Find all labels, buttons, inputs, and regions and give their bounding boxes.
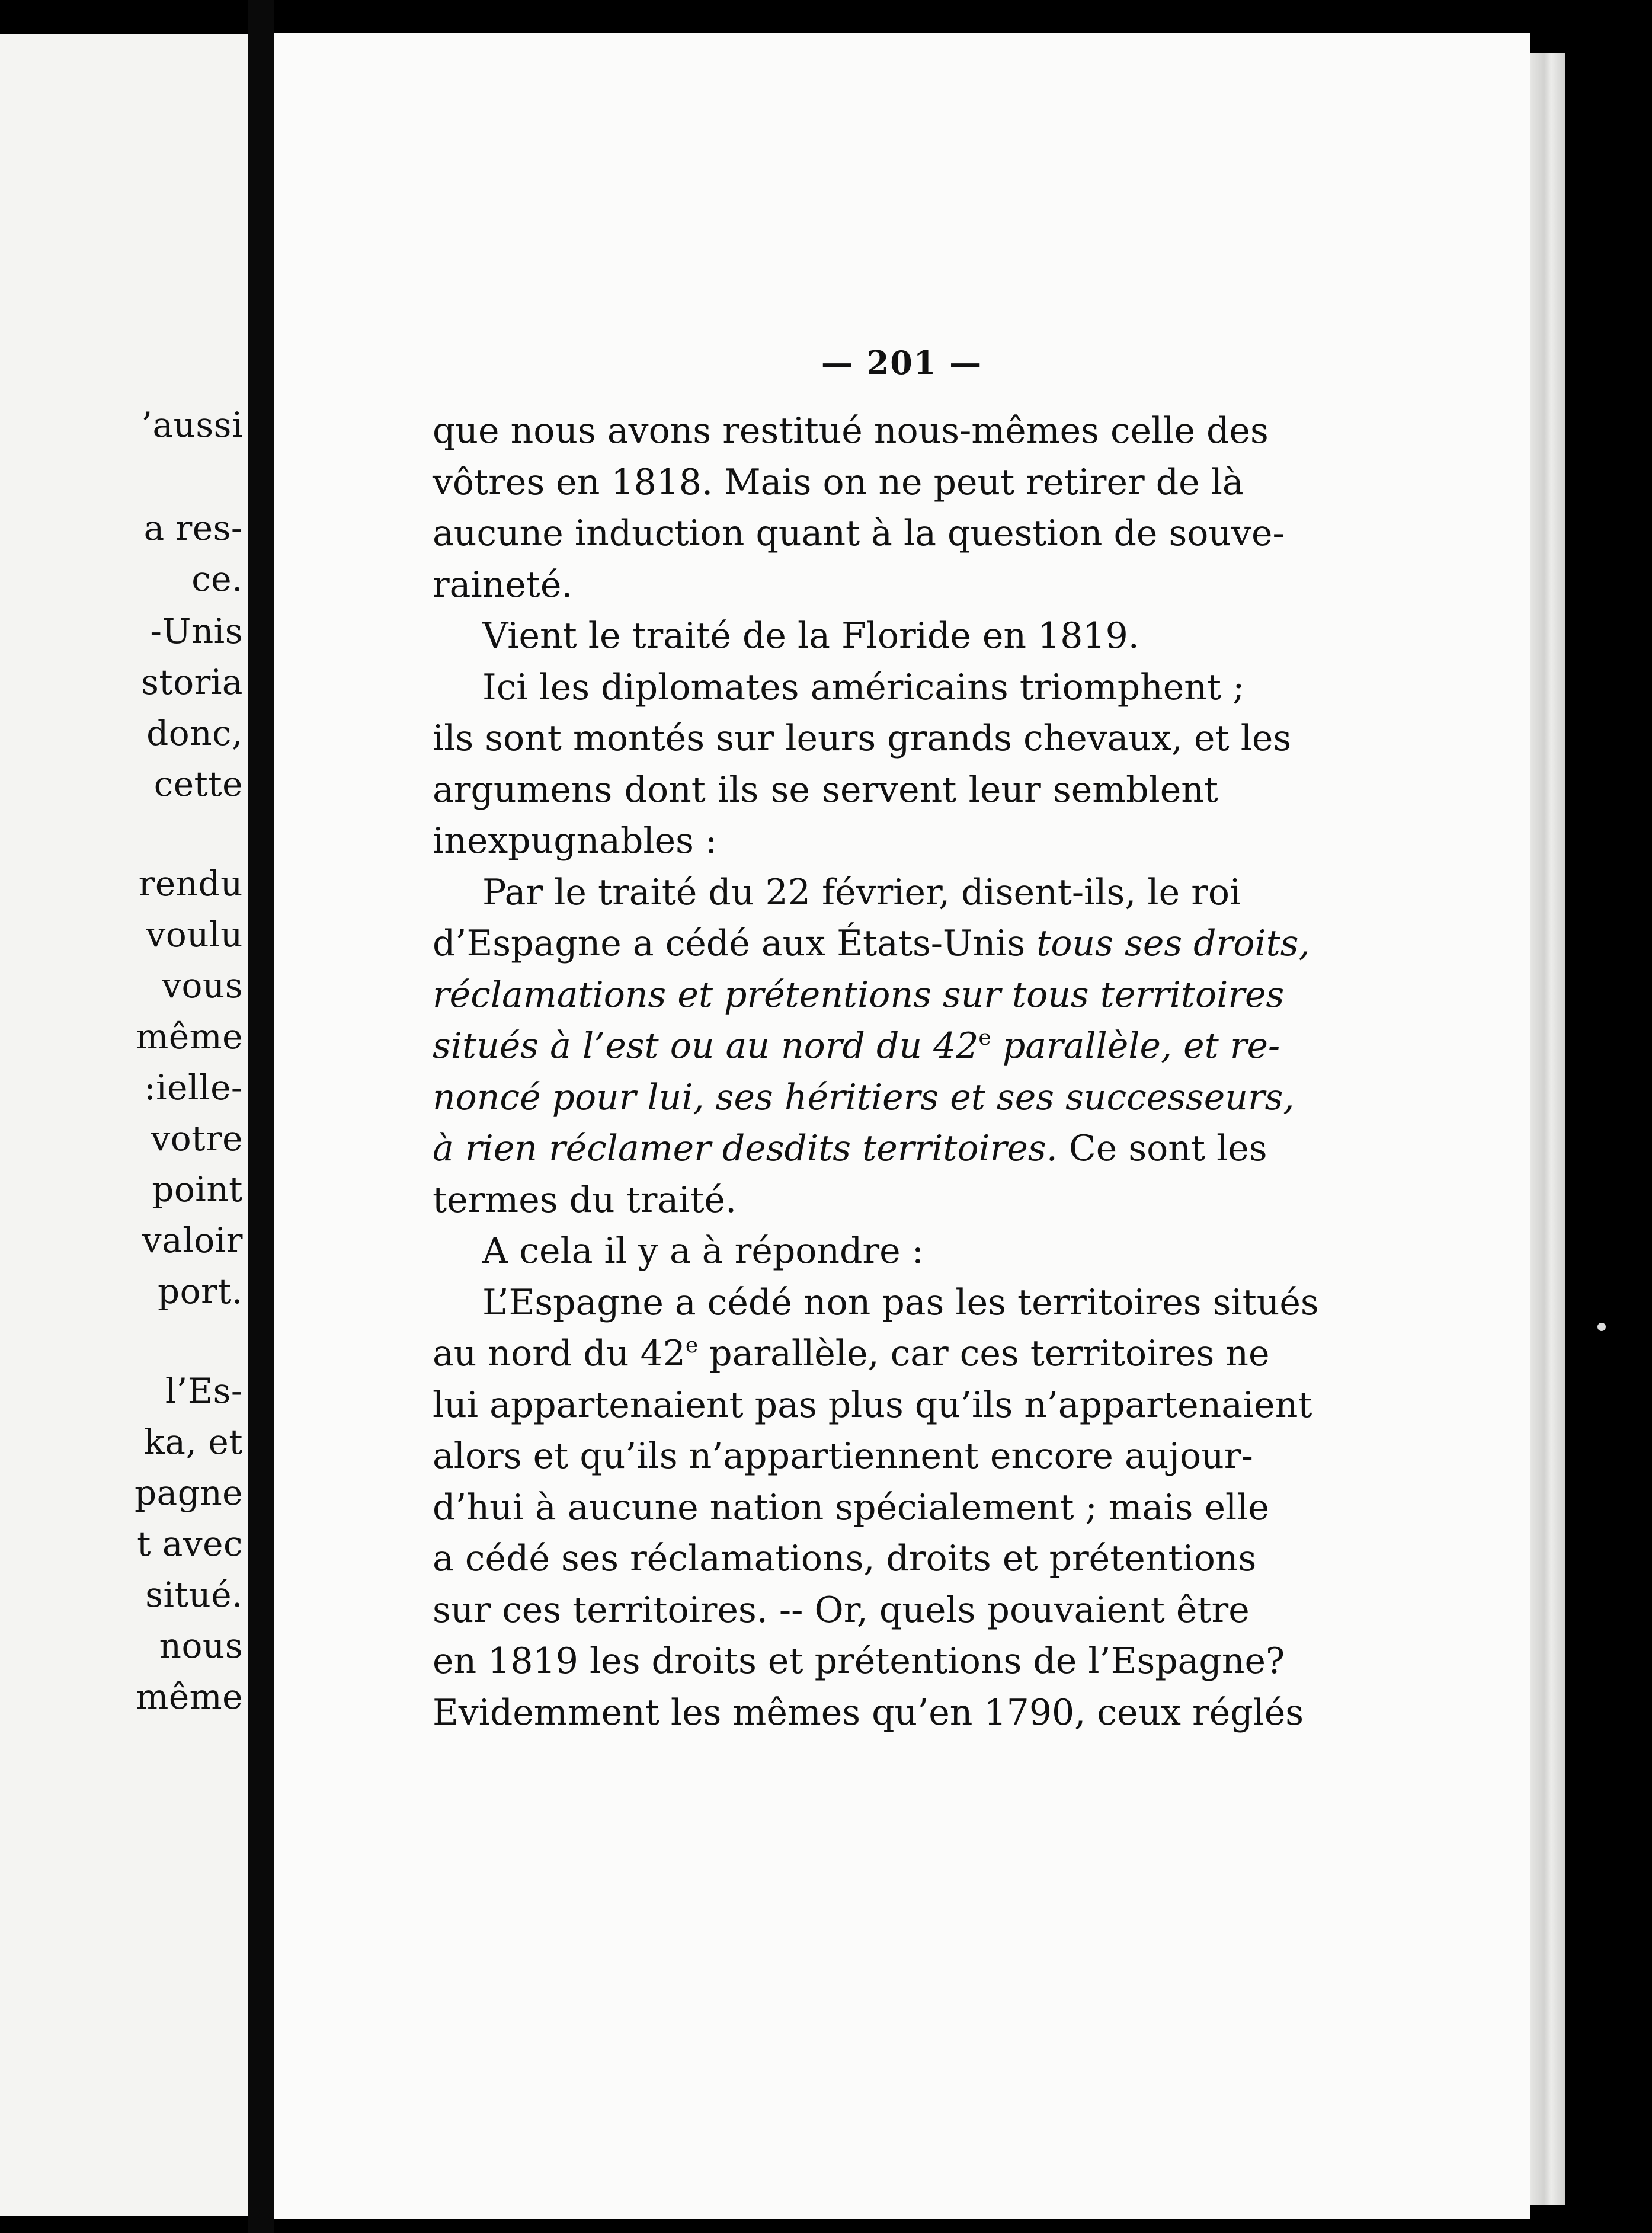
- text-line: inexpugnables :: [433, 820, 718, 862]
- text-line: vôtres en 1818. Mais on ne peut retirer de là: [433, 461, 1244, 503]
- left-page-fragment: [0, 34, 249, 2216]
- italic-segment: , et re-: [1161, 1025, 1280, 1067]
- text-line: sur ces territoires. -- Or, quels pouvaient être: [433, 1589, 1250, 1631]
- text-line: aucune induction quant à la question de souve-: [433, 513, 1285, 554]
- text-line: [433, 1123, 1267, 1175]
- italic-segment: parallèle: [1002, 1025, 1161, 1067]
- left-page-line: vous: [162, 965, 243, 1006]
- italic-segment: tous ses droits,: [1036, 923, 1310, 964]
- text-line: Par le traité du 22 février, disent-ils, le roi: [482, 871, 1241, 913]
- text-line: Ici les diplomates américains triomphent ;: [482, 666, 1245, 708]
- left-page-line: l’Es-: [165, 1371, 243, 1411]
- text-line: [433, 1328, 1270, 1380]
- left-page-line: a res-: [143, 508, 243, 548]
- text-segment: au nord du 42: [433, 1333, 686, 1374]
- text-line: lui appartenaient pas plus qu’ils n’appartenaient: [433, 1384, 1312, 1426]
- left-page-line: port.: [157, 1271, 243, 1311]
- text-line: raineté.: [433, 564, 573, 606]
- text-line: a cédé ses réclamations, droits et prétentions: [433, 1538, 1257, 1579]
- text-line: L’Espagne a cédé non pas les territoires situés: [482, 1281, 1319, 1323]
- left-page-line: situé.: [145, 1575, 243, 1615]
- text-segment: parallèle, car ces territoires ne: [709, 1333, 1270, 1374]
- text-line: alors et qu’ils n’appartiennent encore aujour-: [433, 1435, 1253, 1477]
- text-segment: d’Espagne a cédé aux États-Unis: [433, 923, 1026, 964]
- main-page: [274, 33, 1530, 2219]
- left-page-line: rendu: [138, 863, 243, 904]
- text-line: en 1819 les droits et prétentions de l’Espagne?: [433, 1640, 1285, 1682]
- text-line: que nous avons restitué nous-mêmes celle des: [433, 410, 1269, 452]
- text-line: réclamations et prétentions sur tous territoires: [433, 974, 1285, 1016]
- page-number: — 201 —: [821, 344, 983, 382]
- left-page-line: storia: [141, 662, 243, 702]
- page-body-text: [433, 405, 1319, 1738]
- left-page-line: -Unis: [150, 611, 243, 651]
- left-page-line: donc,: [146, 713, 243, 753]
- left-page-line: votre: [151, 1118, 243, 1159]
- left-page-line: :ielle-: [144, 1067, 243, 1108]
- left-page-line: même: [136, 1677, 243, 1717]
- book-gutter: [248, 0, 274, 2233]
- text-line: Evidemment les mêmes qu’en 1790, ceux réglés: [433, 1691, 1304, 1733]
- left-page-line: ’aussi: [141, 405, 243, 445]
- superscript: e: [978, 1026, 991, 1050]
- text-line: noncé pour lui, ses héritiers et ses successeurs,: [433, 1076, 1295, 1118]
- left-page-line: pagne: [134, 1473, 243, 1513]
- left-page-line: même: [136, 1016, 243, 1057]
- italic-segment: à rien réclamer desdits territoires.: [433, 1128, 1058, 1169]
- left-page-line: valoir: [142, 1220, 243, 1261]
- text-line: Vient le traité de la Floride en 1819.: [482, 615, 1139, 657]
- left-page-line: nous: [159, 1626, 243, 1666]
- text-line: A cela il y a à répondre :: [482, 1230, 924, 1272]
- italic-segment: situés à l’est ou au nord du 42: [433, 1025, 979, 1067]
- left-page-line: cette: [153, 764, 243, 804]
- text-segment: Ce sont les: [1068, 1128, 1267, 1169]
- superscript: e: [685, 1333, 699, 1358]
- left-page-line: point: [152, 1169, 243, 1210]
- text-line: termes du traité.: [433, 1179, 737, 1221]
- left-page-line: t avec: [137, 1524, 243, 1564]
- left-page-line: voulu: [146, 914, 243, 955]
- text-line: argumens dont ils se servent leur semblent: [433, 769, 1218, 811]
- text-line: [433, 918, 1310, 970]
- left-page-line: ce.: [191, 559, 243, 599]
- text-line: ils sont montés sur leurs grands chevaux, et les: [433, 718, 1292, 759]
- left-page-line: ka, et: [143, 1422, 243, 1462]
- text-line: [433, 1020, 1280, 1072]
- dust-speck: [1597, 1323, 1606, 1331]
- text-line: d’hui à aucune nation spécialement ; mais elle: [433, 1486, 1269, 1528]
- page-stack-edge: [1530, 53, 1565, 2205]
